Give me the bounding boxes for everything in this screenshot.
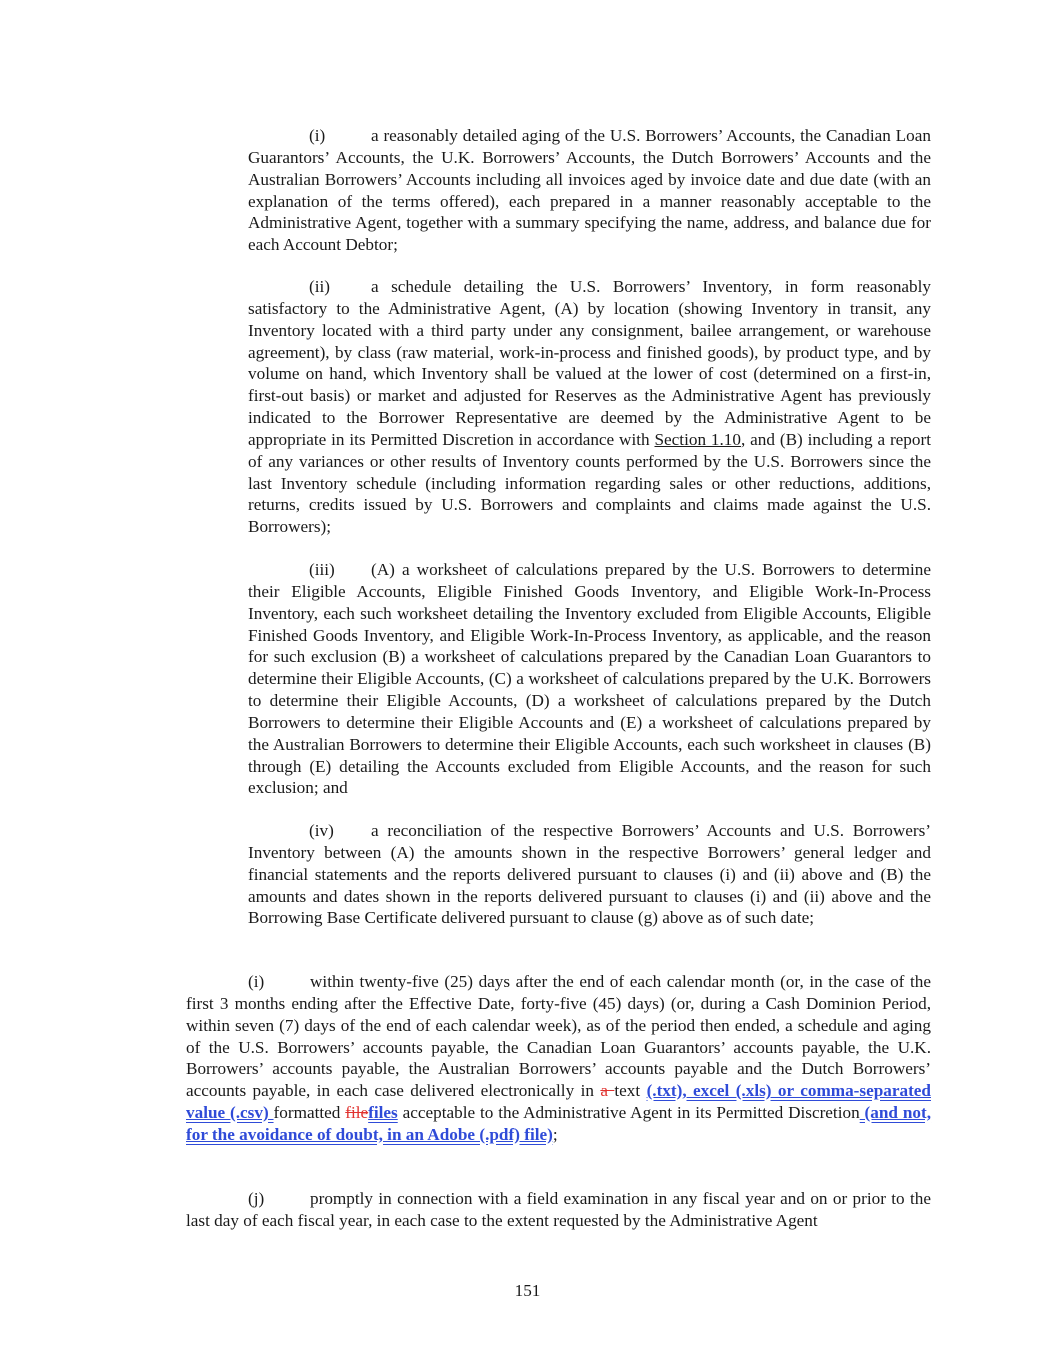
clause-text-continued: , and (B) including a report of any variances or other results of Inventory counts performed by the U.S. Borrowers since the last Inventory schedule (including information regarding sales or other reductions, additions, returns, credits issued by U.S. Borrowers and complaints and claims made against the U.S. Borrowers); xyxy=(248,429,931,537)
clause-text: (A) a worksheet of calculations prepared by the U.S. Borrowers to determine their Eligible Accounts, Eligible Finished Goods Inventory, and Eligible Work-In-Process Inventory, each such worksheet detailing the Inventory excluded from Eligible Accounts, Eligible Finished Goods Inventory, and Eligible Work-In-Process Inventory, as applicable, and the reason for such exclusion (B) a worksheet of calculations prepared by the Canadian Loan Guarantors to determine their Eligible Accounts, (C) a worksheet of calculations prepared by the U.K. Borrowers to determine their Eligible Accounts, (D) a worksheet of calculations prepared by the Dutch Borrowers to determine their Eligible Accounts and (E) a worksheet of calculations prepared by the Australian Borrowers to determine their Eligible Accounts, each such worksheet in clauses (B) through (E) detailing the Accounts excluded from Eligible Accounts, and the reason for such exclusion; and xyxy=(248,560,931,798)
clause-number: (iii) xyxy=(309,560,335,579)
clause-iv-reconciliation xyxy=(248,820,931,929)
clause-number: (ii) xyxy=(309,277,330,296)
clause-iii-worksheets xyxy=(248,559,931,799)
clause-text: promptly in connection with a field examination in any fiscal year and on or prior to the last day of each fiscal year, in each case to the extent requested by the Administrative Agent xyxy=(186,1189,931,1230)
clause-number: (i) xyxy=(248,972,265,991)
clause-text: a reasonably detailed aging of the U.S. Borrowers’ Accounts, the Canadian Loan Guarantors’ Accounts, the U.K. Borrowers’ Accounts, the Dutch Borrowers’ Accounts and the Australian Borrowers’ Accounts including all invoices aged by invoice date and due date (with an explanation of the terms offered), each prepared in a manner reasonably acceptable to the Administrative Agent, together with a summary specifying the name, address, and balance due for each Account Debtor; xyxy=(248,126,931,255)
page-number: 151 xyxy=(514,1281,541,1300)
clause-number: (iv) xyxy=(309,821,334,840)
inserted-text: (and not, for the avoidance of doubt, in an Adobe (.pdf) file) xyxy=(186,1103,932,1144)
inserted-text: files xyxy=(368,1103,398,1123)
clause-ii-inventory-schedule xyxy=(248,276,931,538)
deleted-text: a xyxy=(600,1081,615,1101)
clause-text: within twenty-five (25) days after the end of each calendar month (or, in the case of the first 3 months ending after the Effective Date, forty-five (45) days) (or, during a Cash Dominion Period, within seven (7) days of the end of each calendar week), as of the period then ended, a schedule and aging of the U.S. Borrowers’ accounts payable, the Canadian Loan Guarantors’ accounts payable, the U.K. Borrowers’ accounts payable, the Australian Borrowers’ accounts payable and the Dutch Borrowers’ accounts payable, in each case delivered electronically in xyxy=(186,972,931,1101)
clause-text: formatted xyxy=(273,1103,346,1123)
section-reference-link[interactable]: Section 1.10 xyxy=(654,429,741,449)
inserted-text: (.txt), excel (.xls) or comma-separated value (.csv) xyxy=(186,1081,931,1123)
clause-number: (j) xyxy=(248,1189,265,1208)
clause-i-accounts-payable xyxy=(186,971,931,1146)
clause-i-aging xyxy=(248,125,931,256)
clause-text: acceptable to the Administrative Agent in its Permitted Discretion xyxy=(397,1103,860,1123)
clause-j-field-examination xyxy=(186,1188,931,1232)
clause-text: a reconciliation of the respective Borrowers’ Accounts and U.S. Borrowers’ Inventory between (A) the amounts shown in the respective Borrowers’ general ledger and financial statements and the reports delivered pursuant to clauses (i) and (ii) above and (B) the amounts and dates shown in the reports delivered pursuant to clauses (i) and (ii) above and the Borrowing Base Certificate delivered pursuant to clause (g) above as of such date; xyxy=(248,821,931,928)
clause-text: ; xyxy=(552,1124,558,1144)
deleted-text: file xyxy=(345,1103,369,1123)
clause-text: a schedule detailing the U.S. Borrowers’ Inventory, in form reasonably satisfactory to the Administrative Agent, (A) by location (showing Inventory in transit, any Inventory located with a third party under any consignment, bailee arrangement, or warehouse agreement), by class (raw material, work-in-process and finished goods), by product type, and by volume on hand, which Inventory shall be valued at the lower of cost (determined on a first-in, first-out basis) or market and adjusted for Reserves as the Administrative Agent has previously indicated to the Borrower Representative are deemed by the Administrative Agent to be appropriate in its Permitted Discretion in accordance with xyxy=(248,277,931,449)
clause-text: text xyxy=(614,1081,647,1101)
clause-number: (i) xyxy=(309,126,326,145)
